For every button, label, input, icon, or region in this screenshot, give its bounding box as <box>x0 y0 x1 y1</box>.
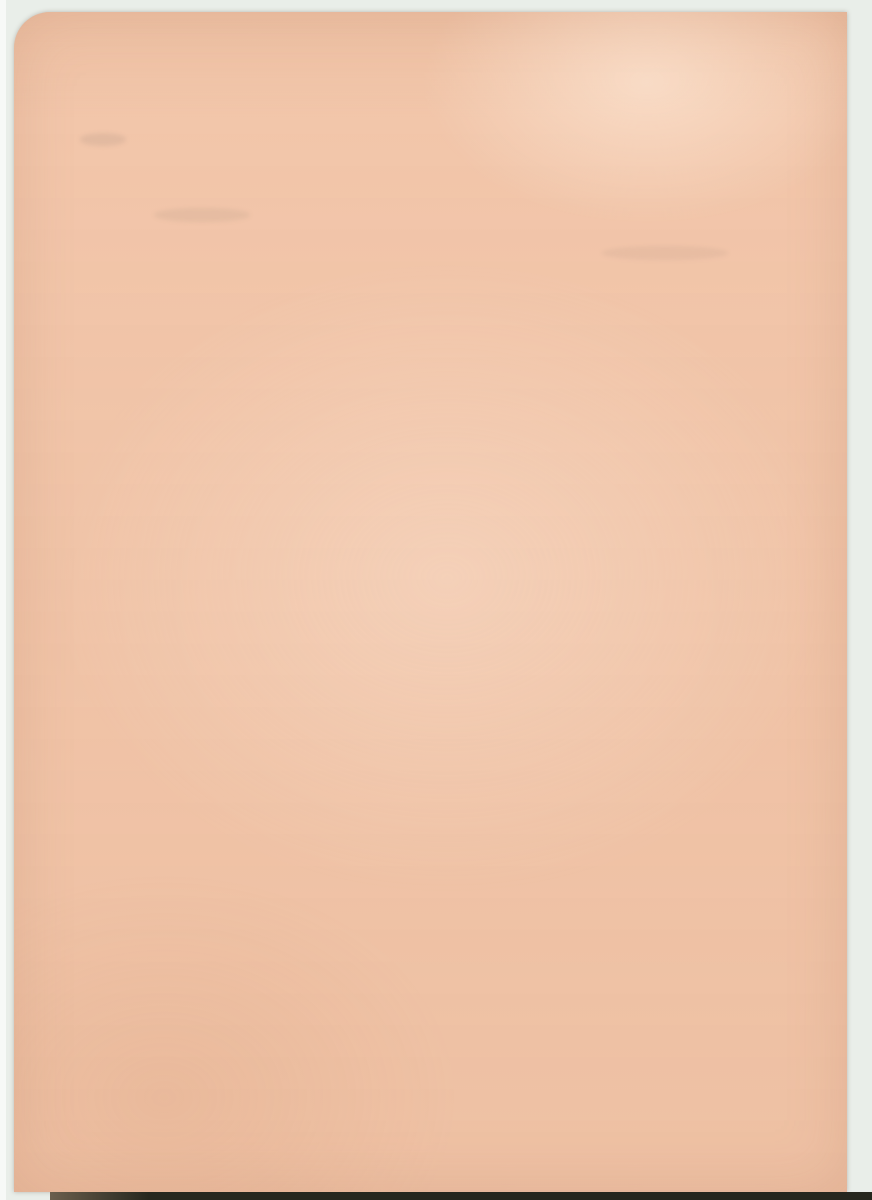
paper-sheet <box>14 12 847 1192</box>
scan-edge-shadow <box>50 1192 872 1200</box>
entries <box>14 12 847 1192</box>
paper-smudge <box>80 133 126 146</box>
paper-smudge <box>602 246 728 260</box>
paper-smudge <box>154 208 250 222</box>
